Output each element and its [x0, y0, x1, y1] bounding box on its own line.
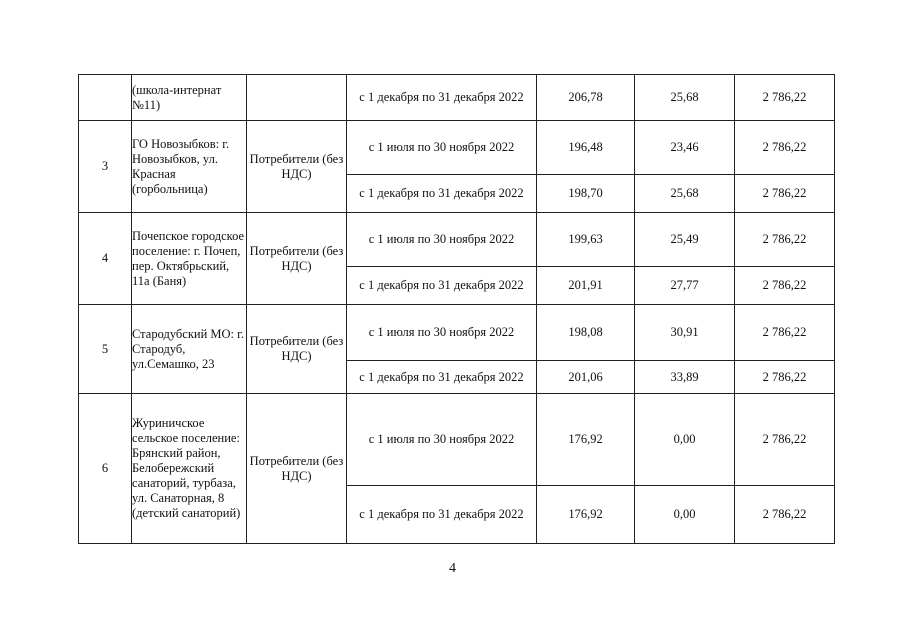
- row-name-cell: Почепское городское поселение: г. Почеп, пер. Октябрьский, 11а (Баня): [132, 213, 247, 305]
- value-2-cell: 0,00: [635, 486, 735, 544]
- value-1-cell: 201,91: [537, 267, 635, 305]
- page-number: 4: [449, 561, 456, 576]
- period-cell: с 1 декабря по 31 декабря 2022: [347, 175, 537, 213]
- row-name-cell: ГО Новозыбков: г. Новозыбков, ул. Красная (горбольница): [132, 121, 247, 213]
- value-2-cell: 33,89: [635, 361, 735, 394]
- value-3-cell: 2 786,22: [735, 121, 835, 175]
- period-cell: с 1 декабря по 31 декабря 2022: [347, 267, 537, 305]
- period-cell: с 1 декабря по 31 декабря 2022: [347, 361, 537, 394]
- row-name-cell: Журиничское сельское поселение: Брянский район, Белобережский санаторий, турбаза, ул. Санаторная, 8 (детский санаторий): [132, 394, 247, 544]
- row-number-cell: 4: [79, 213, 132, 305]
- value-1-cell: 196,48: [537, 121, 635, 175]
- value-1-cell: 198,08: [537, 305, 635, 361]
- row-consumer-cell: Потребители (без НДС): [247, 213, 347, 305]
- period-cell: с 1 июля по 30 ноября 2022: [347, 305, 537, 361]
- value-1-cell: 206,78: [537, 75, 635, 121]
- table-row: [79, 213, 835, 267]
- value-2-cell: 25,68: [635, 75, 735, 121]
- period-cell: с 1 июля по 30 ноября 2022: [347, 394, 537, 486]
- value-2-cell: 25,68: [635, 175, 735, 213]
- table-row: [79, 305, 835, 361]
- value-1-cell: 201,06: [537, 361, 635, 394]
- tariff-table-body: [79, 75, 835, 544]
- row-consumer-cell: Потребители (без НДС): [247, 394, 347, 544]
- row-consumer-cell: Потребители (без НДС): [247, 121, 347, 213]
- period-cell: с 1 декабря по 31 декабря 2022: [347, 486, 537, 544]
- table-row: [79, 121, 835, 175]
- row-consumer-cell: [247, 75, 347, 121]
- value-1-cell: 199,63: [537, 213, 635, 267]
- value-2-cell: 23,46: [635, 121, 735, 175]
- value-3-cell: 2 786,22: [735, 175, 835, 213]
- table-row: [79, 394, 835, 486]
- value-3-cell: 2 786,22: [735, 361, 835, 394]
- row-number-cell: [79, 75, 132, 121]
- value-3-cell: 2 786,22: [735, 267, 835, 305]
- period-cell: с 1 июля по 30 ноября 2022: [347, 213, 537, 267]
- value-1-cell: 176,92: [537, 394, 635, 486]
- value-2-cell: 27,77: [635, 267, 735, 305]
- row-name-cell: (школа-интернат №11): [132, 75, 247, 121]
- row-consumer-cell: Потребители (без НДС): [247, 305, 347, 394]
- value-2-cell: 25,49: [635, 213, 735, 267]
- row-number-cell: 5: [79, 305, 132, 394]
- value-3-cell: 2 786,22: [735, 213, 835, 267]
- value-3-cell: 2 786,22: [735, 394, 835, 486]
- table-row-continuation: [79, 75, 835, 121]
- row-name-cell: Стародубский МО: г. Стародуб, ул.Семашко, 23: [132, 305, 247, 394]
- value-1-cell: 198,70: [537, 175, 635, 213]
- value-3-cell: 2 786,22: [735, 305, 835, 361]
- tariff-table: [78, 74, 835, 544]
- value-2-cell: 30,91: [635, 305, 735, 361]
- value-3-cell: 2 786,22: [735, 486, 835, 544]
- period-cell: с 1 июля по 30 ноября 2022: [347, 121, 537, 175]
- value-1-cell: 176,92: [537, 486, 635, 544]
- value-2-cell: 0,00: [635, 394, 735, 486]
- value-3-cell: 2 786,22: [735, 75, 835, 121]
- row-number-cell: 6: [79, 394, 132, 544]
- row-number-cell: 3: [79, 121, 132, 213]
- period-cell: с 1 декабря по 31 декабря 2022: [347, 75, 537, 121]
